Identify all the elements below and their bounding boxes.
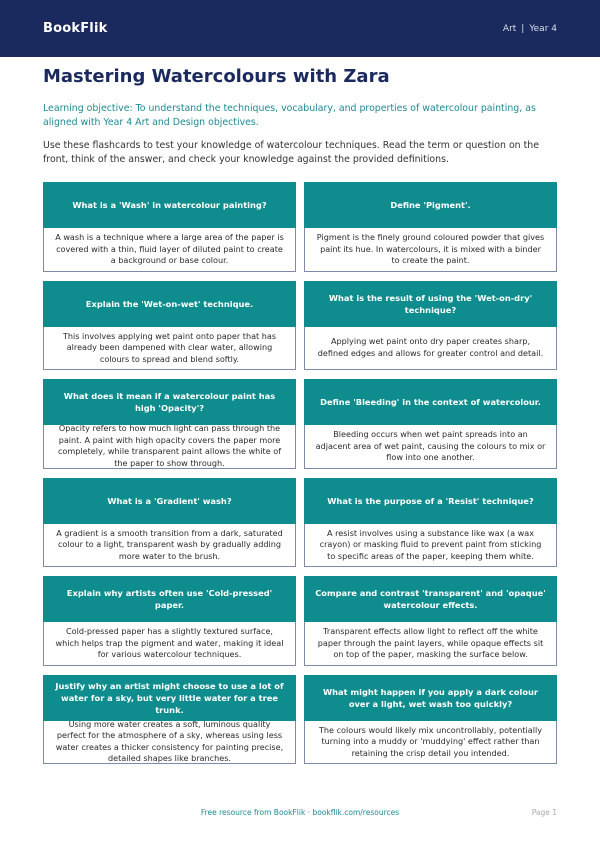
flashcard-question: What is a 'Wash' in watercolour painting? [43, 182, 296, 228]
flashcard-grid [43, 182, 557, 764]
flashcard-question: What is the result of using the 'Wet-on-dry' technique? [304, 281, 557, 327]
flashcard[interactable] [304, 182, 557, 272]
flashcard-answer [304, 228, 557, 272]
flashcard[interactable] [304, 379, 557, 469]
flashcard-question: Explain the 'Wet-on-wet' technique. [43, 281, 296, 327]
flashcard-answer [304, 425, 557, 469]
flashcard-answer [304, 622, 557, 666]
flashcard[interactable] [304, 478, 557, 568]
flashcard-answer [304, 721, 557, 765]
brand-logo[interactable]: BookFlik [43, 21, 108, 36]
flashcard-answer-text: Opacity refers to how much light can pass through the paint. A paint with high opacity covers the paper more completely, while transparent paint allows the white of the paper to show through. [57, 425, 282, 468]
flashcard[interactable] [304, 576, 557, 666]
page-number: Page 1 [531, 808, 557, 817]
flashcard-question: Explain why artists often use 'Cold-pressed' paper. [43, 576, 296, 622]
flashcard[interactable] [43, 281, 296, 371]
flashcard-answer-text: A gradient is a smooth transition from a dark, saturated colour to a light, transparent wash by gradually adding more water to the brush. [56, 527, 283, 561]
page-title: Mastering Watercolours with Zara [43, 66, 390, 87]
flashcard-question: What is a 'Gradient' wash? [43, 478, 296, 524]
flashcard[interactable] [43, 379, 296, 469]
flashcard[interactable] [43, 576, 296, 666]
flashcard-answer [43, 425, 296, 469]
flashcard-answer-text: Pigment is the finely ground coloured powder that gives paint its hue. In watercolours, it is mixed with a binder to create the paint. [316, 232, 545, 265]
flashcard-question: What is the purpose of a 'Resist' technique? [304, 478, 557, 524]
flashcard-question: Compare and contrast 'transparent' and 'opaque' watercolour effects. [304, 576, 557, 622]
flashcard-question: What does it mean if a watercolour paint has high 'Opacity'? [43, 379, 296, 425]
flashcard-question: Define 'Bleeding' in the context of watercolour. [304, 379, 557, 425]
intro-text: Use these flashcards to test your knowledge of watercolour techniques. Read the term or question on the front, think of the answer, and check your knowledge against the provided definitions. [43, 140, 539, 165]
breadcrumb-separator: | [521, 23, 525, 34]
flashcard[interactable] [304, 675, 557, 765]
flashcard-question: What might happen if you apply a dark colour over a light, wet wash too quickly? [304, 675, 557, 721]
breadcrumb-year[interactable]: Year 4 [529, 23, 557, 34]
flashcard-answer-text: Applying wet paint onto dry paper creates sharp, defined edges and allows for greater control and detail. [317, 336, 544, 358]
flashcard-answer [304, 327, 557, 371]
flashcard-answer-text: Using more water creates a soft, luminous quality perfect for the atmosphere of a sky, whereas using less water creates a thicker consistency for painting precise, detailed shapes like branches. [55, 720, 284, 764]
flashcard-answer-text: Bleeding occurs when wet paint spreads into an adjacent area of wet paint, causing the colours to mix or flow into one another. [315, 429, 546, 462]
flashcard-answer-text: This involves applying wet paint onto paper that has already been dampened with clear water, allowing colours to spread and blend softly. [62, 330, 277, 364]
flashcard[interactable] [304, 281, 557, 371]
flashcard-question: Justify why an artist might choose to use a lot of water for a sky, but very little water for a tree trunk. [43, 675, 296, 721]
footer-link[interactable]: Free resource from BookFlik · bookflik.com/resources [200, 808, 400, 817]
flashcard[interactable] [43, 182, 296, 272]
flashcard-answer-text: A resist involves using a substance like wax (a wax crayon) or masking fluid to prevent paint from sticking to specific areas of the paper, keeping them white. [319, 527, 542, 561]
flashcard-answer [43, 721, 296, 765]
breadcrumb-subject[interactable]: Art [502, 23, 517, 34]
flashcard-answer-text: Transparent effects allow light to reflect off the white paper through the paint layers, while opaque effects sit on top of the paper, masking the surface below. [317, 626, 544, 659]
flashcard-answer-text: The colours would likely mix uncontrollably, potentially turning into a muddy or 'muddying' effect rather than retaining the crisp detail you intended. [318, 724, 542, 758]
learning-objective: Learning objective: To understand the techniques, vocabulary, and properties of watercolour painting, as aligned with Year 4 Art and Design objectives. [43, 103, 536, 128]
top-bar [0, 0, 600, 57]
flashcard[interactable] [43, 675, 296, 765]
flashcard-answer [43, 327, 296, 371]
flashcard-answer [43, 524, 296, 568]
breadcrumb [503, 24, 557, 34]
flashcard-answer [43, 622, 296, 666]
flashcard[interactable] [43, 478, 296, 568]
flashcard-answer-text: A wash is a technique where a large area of the paper is covered with a thin, fluid layer of diluted paint to create a background or base colour. [55, 232, 284, 265]
flashcard-answer [43, 228, 296, 272]
flashcard-answer-text: Cold-pressed paper has a slightly textured surface, which helps trap the pigment and water, making it ideal for various watercolour techniques. [55, 626, 284, 659]
flashcard-answer [304, 524, 557, 568]
flashcard-question: Define 'Pigment'. [304, 182, 557, 228]
